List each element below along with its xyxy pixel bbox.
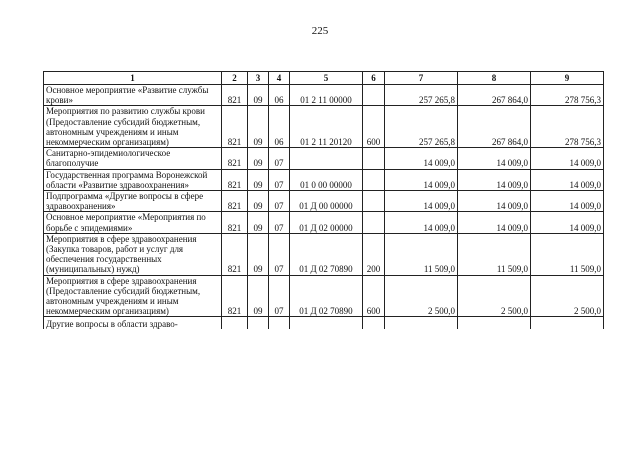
table-row bbox=[44, 212, 604, 233]
cell-amount-col7: 14 009,0 bbox=[385, 169, 458, 190]
cell-amount-col8: 14 009,0 bbox=[458, 212, 531, 233]
cell-amount-col9: 14 009,0 bbox=[531, 148, 604, 169]
cell-amount-col8: 11 509,0 bbox=[458, 233, 531, 275]
cell-amount-col9: 14 009,0 bbox=[531, 169, 604, 190]
cell-amount-col8: 14 009,0 bbox=[458, 191, 531, 212]
cell-ministry-code: 821 bbox=[222, 169, 248, 190]
cell-ministry-code: 821 bbox=[222, 148, 248, 169]
cell-amount-col7: 14 009,0 bbox=[385, 191, 458, 212]
cell-expense-type bbox=[363, 317, 385, 330]
cell-amount-col9: 11 509,0 bbox=[531, 233, 604, 275]
cell-expense-type: 600 bbox=[363, 106, 385, 148]
row-name: Основное мероприятие «Развитие службы крови» bbox=[44, 85, 222, 106]
cell-section: 09 bbox=[248, 85, 269, 106]
cell-expense-type: 600 bbox=[363, 275, 385, 317]
cell-section: 09 bbox=[248, 212, 269, 233]
cell-ministry-code bbox=[222, 317, 248, 330]
header-col-3: 3 bbox=[248, 72, 269, 85]
header-col-1: 1 bbox=[44, 72, 222, 85]
header-col-2: 2 bbox=[222, 72, 248, 85]
cell-amount-col9: 278 756,3 bbox=[531, 106, 604, 148]
table-row bbox=[44, 106, 604, 148]
row-name: Мероприятия в сфере здравоохранения (Предоставление субсидий бюджетным, автономным учреждениям и иным некоммерческим организациям) bbox=[44, 275, 222, 317]
cell-amount-col9: 14 009,0 bbox=[531, 191, 604, 212]
cell-amount-col7: 257 265,8 bbox=[385, 106, 458, 148]
table-row bbox=[44, 317, 604, 330]
header-col-5: 5 bbox=[290, 72, 363, 85]
cell-section: 09 bbox=[248, 148, 269, 169]
cell-section: 09 bbox=[248, 106, 269, 148]
cell-target-article: 01 2 11 20120 bbox=[290, 106, 363, 148]
row-name: Мероприятия по развитию службы крови (Предоставление субсидий бюджетным, автономным учреждениям и иным некоммерческим организациям) bbox=[44, 106, 222, 148]
cell-section: 09 bbox=[248, 233, 269, 275]
cell-amount-col9: 278 756,3 bbox=[531, 85, 604, 106]
cell-subsection: 07 bbox=[269, 191, 290, 212]
table-row bbox=[44, 191, 604, 212]
cell-target-article: 01 Д 02 70890 bbox=[290, 275, 363, 317]
header-col-6: 6 bbox=[363, 72, 385, 85]
cell-subsection: 06 bbox=[269, 106, 290, 148]
cell-amount-col8: 14 009,0 bbox=[458, 169, 531, 190]
cell-amount-col8: 14 009,0 bbox=[458, 148, 531, 169]
cell-amount-col7: 14 009,0 bbox=[385, 148, 458, 169]
cell-amount-col7: 11 509,0 bbox=[385, 233, 458, 275]
cell-ministry-code: 821 bbox=[222, 191, 248, 212]
cell-target-article bbox=[290, 317, 363, 330]
cell-ministry-code: 821 bbox=[222, 233, 248, 275]
header-col-9: 9 bbox=[531, 72, 604, 85]
cell-amount-col7: 257 265,8 bbox=[385, 85, 458, 106]
cell-subsection: 07 bbox=[269, 275, 290, 317]
cell-ministry-code: 821 bbox=[222, 106, 248, 148]
cell-expense-type bbox=[363, 212, 385, 233]
header-col-7: 7 bbox=[385, 72, 458, 85]
table-row bbox=[44, 169, 604, 190]
table-row bbox=[44, 85, 604, 106]
table-row bbox=[44, 148, 604, 169]
cell-amount-col8: 267 864,0 bbox=[458, 85, 531, 106]
cell-section bbox=[248, 317, 269, 330]
row-name: Основное мероприятие «Мероприятия по борьбе с эпидемиями» bbox=[44, 212, 222, 233]
cell-amount-col8: 2 500,0 bbox=[458, 275, 531, 317]
page-number: 225 bbox=[311, 25, 329, 37]
cell-ministry-code: 821 bbox=[222, 85, 248, 106]
cell-expense-type bbox=[363, 85, 385, 106]
cell-expense-type bbox=[363, 169, 385, 190]
row-name: Другие вопросы в области здраво- bbox=[44, 317, 222, 330]
budget-table bbox=[43, 71, 604, 329]
cell-amount-col7 bbox=[385, 317, 458, 330]
cell-amount-col7: 14 009,0 bbox=[385, 212, 458, 233]
cell-amount-col9: 14 009,0 bbox=[531, 212, 604, 233]
row-name: Государственная программа Воронежской области «Развитие здравоохранения» bbox=[44, 169, 222, 190]
cell-section: 09 bbox=[248, 191, 269, 212]
cell-section: 09 bbox=[248, 275, 269, 317]
header-col-8: 8 bbox=[458, 72, 531, 85]
cell-subsection bbox=[269, 317, 290, 330]
cell-ministry-code: 821 bbox=[222, 212, 248, 233]
cell-expense-type bbox=[363, 148, 385, 169]
cell-target-article bbox=[290, 148, 363, 169]
cell-subsection: 07 bbox=[269, 148, 290, 169]
cell-amount-col7: 2 500,0 bbox=[385, 275, 458, 317]
cell-amount-col8: 267 864,0 bbox=[458, 106, 531, 148]
cell-amount-col8 bbox=[458, 317, 531, 330]
cell-amount-col9: 2 500,0 bbox=[531, 275, 604, 317]
cell-target-article: 01 0 00 00000 bbox=[290, 169, 363, 190]
cell-subsection: 06 bbox=[269, 85, 290, 106]
header-row bbox=[44, 72, 604, 85]
row-name: Мероприятия в сфере здравоохранения (Закупка товаров, работ и услуг для обеспечения государственных (муниципальных) нужд) bbox=[44, 233, 222, 275]
cell-target-article: 01 Д 02 70890 bbox=[290, 233, 363, 275]
cell-section: 09 bbox=[248, 169, 269, 190]
cell-subsection: 07 bbox=[269, 233, 290, 275]
table-row bbox=[44, 233, 604, 275]
cell-target-article: 01 Д 02 00000 bbox=[290, 212, 363, 233]
cell-target-article: 01 Д 00 00000 bbox=[290, 191, 363, 212]
table-row bbox=[44, 275, 604, 317]
cell-subsection: 07 bbox=[269, 212, 290, 233]
header-col-4: 4 bbox=[269, 72, 290, 85]
cell-amount-col9 bbox=[531, 317, 604, 330]
cell-target-article: 01 2 11 00000 bbox=[290, 85, 363, 106]
cell-expense-type bbox=[363, 191, 385, 212]
row-name: Подпрограмма «Другие вопросы в сфере здравоохранения» bbox=[44, 191, 222, 212]
cell-expense-type: 200 bbox=[363, 233, 385, 275]
cell-ministry-code: 821 bbox=[222, 275, 248, 317]
cell-subsection: 07 bbox=[269, 169, 290, 190]
row-name: Санитарно-эпидемиологическое благополучие bbox=[44, 148, 222, 169]
